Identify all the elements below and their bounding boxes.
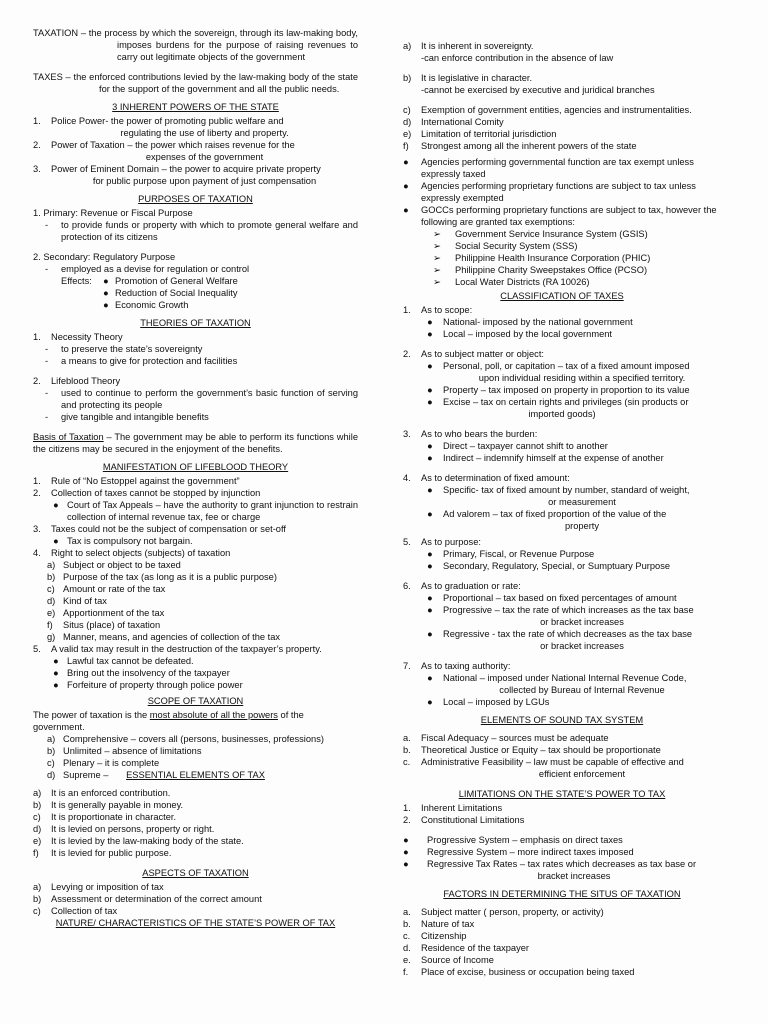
secondary-purpose: 2. Secondary: Regulatory Purpose [33,252,176,262]
bullet-item: ● Regressive Tax Rates – tax rates which decreases as tax base or [403,859,697,869]
class-group: 7. As to taxing authority: [403,661,511,671]
taxes-def-text: – the enforced contributions levied by the law-making body of the state for the support of the government and all the public needs. [62,72,358,94]
lifeblood-detail: - give tangible and intangible benefits [45,412,209,422]
sub-item: b) Unlimited – absence of limitations [47,746,202,756]
list-item-note: -cannot be exercised by executive and juridical branches [421,85,655,95]
exemption-item: ➢ Government Service Insurance System (GSIS) [433,229,648,239]
list-item: c) Exemption of government entities, agencies and instrumentalities. [403,105,692,115]
primary-purpose-detail: - to provide funds or property with which to promote general welfare and protection of its citizens [45,220,358,242]
arrow-icon: ➢ [433,229,441,239]
list-item-cont: regulating the use of liberty and property. [120,128,289,138]
arrow-icon: ➢ [433,253,441,263]
list-item: b) It is generally payable in money. [33,800,184,810]
bullet-item: ● Court of Tax Appeals – have the authority to grant injunction to restrain collection of internal revenue tax, fee or charge [53,500,358,522]
bullet-item: ● Agencies performing governmental function are tax exempt unless expressly taxed [403,157,694,179]
left-column [33,27,358,931]
necessity-detail: - to preserve the state’s sovereignty [45,344,203,354]
list-item: 3. Taxes could not be the subject of compensation or set-off [33,524,286,534]
list-item: a) It is an enforced contribution. [33,788,171,798]
bullet-item: ● Forfeiture of property through police power [53,680,243,690]
list-item: 2. Collection of taxes cannot be stopped by injunction [33,488,261,498]
bullet-cont: or bracket increases [540,641,624,651]
list-item: 2. Constitutional Limitations [403,815,525,825]
basis-term: Basis of Taxation [33,432,104,442]
class-group: 1. As to scope: [403,305,473,315]
sub-item: f) Situs (place) of taxation [47,620,161,630]
class-group: 3. As to who bears the burden: [403,429,538,439]
secondary-purpose-detail: - employed as a devise for regulation or control [45,264,250,274]
list-item: b. Theoretical Justice or Equity – tax should be proportionate [403,745,661,755]
list-item: 1. Rule of “No Estoppel against the government” [33,476,240,486]
list-item-cont: efficient enforcement [538,769,626,779]
scope-statement: The power of taxation is the most absolute of all the powers of the government. [33,710,304,732]
bullet-item: ● Specific- tax of fixed amount by number, standard of weight, [427,485,690,495]
exemption-item: ➢ Philippine Health Insurance Corporation (PHIC) [433,253,651,263]
right-column [403,40,721,978]
list-item: 4. Right to select objects (subjects) of taxation [33,548,231,558]
exemption-item: ➢ Social Security System (SSS) [433,241,578,251]
bullet-item: ● Tax is compulsory not bargain. [53,536,193,546]
list-item: f. Place of excise, business or occupation being taxed [403,967,635,977]
list-item: b. Nature of tax [403,919,475,929]
list-item: c) It is proportionate in character. [33,812,177,822]
list-item: 1. Inherent Limitations [403,803,503,813]
bullet-item: ● Indirect – indemnify himself at the expense of another [427,453,664,463]
effects-item: ● Reduction of Social Inequality [103,288,238,298]
bullet-item: ● Progressive System – emphasis on direct taxes [403,835,623,845]
list-item: 1. Police Power- the power of promoting public welfare and [33,116,284,126]
bullet-cont: upon individual residing within a specified territory. [478,373,686,383]
purposes-heading: PURPOSES OF TAXATION [138,194,253,204]
bullet-item: ● National – imposed under National Internal Revenue Code, [427,673,687,683]
class-group: 6. As to graduation or rate: [403,581,521,591]
list-item: f) Strongest among all the inherent powers of the state [403,141,637,151]
bullet-item: ● Bring out the insolvency of the taxpayer [53,668,230,678]
situs-heading: FACTORS IN DETERMINING THE SITUS OF TAXATION [443,889,681,899]
bullet-item: ● Primary, Fiscal, or Revenue Purpose [427,549,595,559]
primary-purpose: 1. Primary: Revenue or Fiscal Purpose [33,208,193,218]
list-item: e) Limitation of territorial jurisdiction [403,129,557,139]
list-item-cont: expenses of the government [145,152,264,162]
list-item-cont: for public purpose upon payment of just compensation [92,176,317,186]
exemption-item: ➢ Philippine Charity Sweepstakes Office (PCSO) [433,265,648,275]
manifestation-heading: MANIFESTATION OF LIFEBLOOD THEORY [102,462,289,472]
bullet-cont: property [564,521,600,531]
bullet-item: ● Regressive System – more indirect taxes imposed [403,847,634,857]
bullet-item: ● Direct – taxpayer cannot shift to another [427,441,608,451]
class-group: 4. As to determination of fixed amount: [403,473,570,483]
bullet-item: ● Progressive – tax the rate of which increases as the tax base [427,605,694,615]
list-item: a. Subject matter ( person, property, or activity) [403,907,604,917]
sub-item: a) Subject or object to be taxed [47,560,181,570]
bullet-item: ● Agencies performing proprietary functions are subject to tax unless expressly exempted [403,181,696,203]
list-item: a) Levying or imposition of tax [33,882,164,892]
nature-heading: NATURE/ CHARACTERISTICS OF THE STATE’S POWER OF TAX [55,918,336,928]
necessity-detail: - a means to give for protection and facilities [45,356,238,366]
elements-heading: ELEMENTS OF SOUND TAX SYSTEM [480,715,644,725]
arrow-icon: ➢ [433,265,441,275]
necessity-theory: 1. Necessity Theory [33,332,123,342]
bullet-item: ● Local – imposed by LGUs [427,697,550,707]
list-item: 2. Power of Taxation – the power which raises revenue for the [33,140,295,150]
bullet-cont: or measurement [548,497,616,507]
sub-item: b) Purpose of the tax (as long as it is a public purpose) [47,572,277,582]
list-item: d) International Comity [403,117,504,127]
list-item: c. Administrative Feasibility – law must be capable of effective and [403,757,684,767]
bullet-cont: bracket increases [537,871,611,881]
list-item: b) It is legislative in character. [403,73,533,83]
taxation-term: TAXATION [33,28,79,38]
bullet-item: ● Lawful tax cannot be defeated. [53,656,194,666]
bullet-item: ● Regressive - tax the rate of which decreases as the tax base [427,629,693,639]
sub-item: c) Amount or rate of the tax [47,584,166,594]
sub-item: d) Supreme – [47,770,109,780]
sub-item: c) Plenary – it is complete [47,758,160,768]
bullet-item: ● GOCCs performing proprietary functions are subject to tax, however the following are granted tax exemptions: [403,205,717,227]
bullet-item: ● Excise – tax on certain rights and privileges (sin products or [427,397,689,407]
class-group: 2. As to subject matter or object: [403,349,544,359]
scope-heading: SCOPE OF TAXATION [147,696,244,706]
bullet-item: ● Local – imposed by the local government [427,329,612,339]
sub-item: d) Kind of tax [47,596,107,606]
lifeblood-theory: 2. Lifeblood Theory [33,376,121,386]
bullet-cont: or bracket increases [540,617,624,627]
bullet-item: ● National- imposed by the national government [427,317,633,327]
effects-item: ● Economic Growth [103,300,189,310]
list-item-note: -can enforce contribution in the absence of law [421,53,614,63]
list-item: a. Fiscal Adequacy – sources must be adequate [403,733,609,743]
sub-item: g) Manner, means, and agencies of collection of the tax [47,632,281,642]
list-item: 5. A valid tax may result in the destruction of the taxpayer’s property. [33,644,322,654]
limitations-heading: LIMITATIONS ON THE STATE’S POWER TO TAX [458,789,666,799]
exemption-item: ➢ Local Water Districts (RA 10026) [433,277,590,287]
aspects-heading: ASPECTS OF TAXATION [142,868,249,878]
theories-heading: THEORIES OF TAXATION [140,318,251,328]
inherent-powers-heading: 3 INHERENT POWERS OF THE STATE [112,102,279,112]
sub-item: a) Comprehensive – covers all (persons, businesses, professions) [47,734,324,744]
taxes-definition [33,71,358,95]
bullet-item: ● Ad valorem – tax of fixed proportion of the value of the [427,509,667,519]
lifeblood-detail: - used to continue to perform the government’s basic function of serving and protecting its people [45,388,358,410]
effects-label: Effects: [61,276,92,286]
bullet-item: ● Proportional – tax based on fixed percentages of amount [427,593,677,603]
list-item: b) Assessment or determination of the correct amount [33,894,262,904]
bullet-cont: collected by Bureau of Internal Revenue [499,685,665,695]
list-item: e. Source of Income [403,955,494,965]
list-item: 3. Power of Eminent Domain – the power to acquire private property [33,164,321,174]
inherent-powers-list [33,115,358,187]
bullet-item: ● Property – tax imposed on property in proportion to its value [427,385,690,395]
taxation-def-text: – the process by which the sovereign, through its law-making body, imposes burdens for the purpose of raising revenues to carry out legitimate objects of the government [78,28,358,62]
list-item: c. Citizenship [403,931,467,941]
basis-of-taxation: Basis of Taxation – The government may be able to perform its functions while the citizens may be secured in the enjoyment of the benefits. [33,432,358,454]
bullet-cont: imported goods) [528,409,596,419]
taxes-term: TAXES [33,72,63,82]
list-item: f) It is levied for public purpose. [33,848,172,858]
effects-item: Effects: ● Promotion of General Welfare [61,276,238,286]
class-group: 5. As to purpose: [403,537,481,547]
bullet-item: ● Secondary, Regulatory, Special, or Sumptuary Purpose [427,561,671,571]
list-item: c) Collection of tax [33,906,118,916]
taxation-definition [33,27,358,63]
classification-heading: CLASSIFICATION OF TAXES [500,291,624,301]
list-item: d. Residence of the taxpayer [403,943,530,953]
list-item: d) It is levied on persons, property or right. [33,824,215,834]
bullet-item: ● Personal, poll, or capitation – tax of a fixed amount imposed [427,361,690,371]
list-item: a) It is inherent in sovereignty. [403,41,534,51]
sub-item: e) Apportionment of the tax [47,608,165,618]
essential-elements-heading: ESSENTIAL ELEMENTS OF TAX [126,770,265,780]
arrow-icon: ➢ [433,241,441,251]
list-item: e) It is levied by the law-making body of the state. [33,836,244,846]
arrow-icon: ➢ [433,277,441,287]
